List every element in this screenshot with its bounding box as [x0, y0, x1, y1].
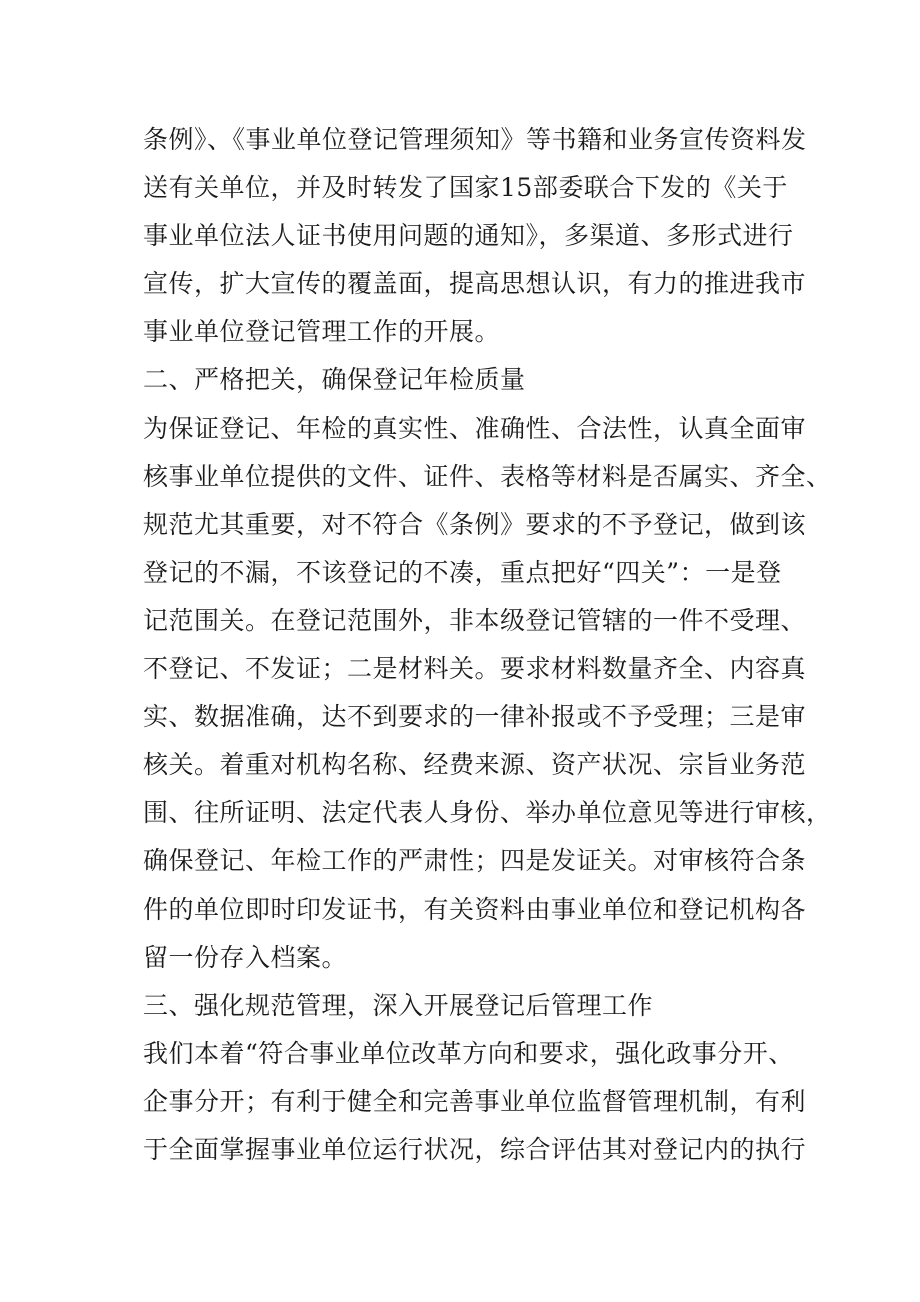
- text-line: 事业单位登记管理工作的开展。: [143, 317, 501, 347]
- document-body: [143, 116, 832, 1174]
- text-line: 核关。着重对机构名称、经费来源、资产状况、宗旨业务范: [143, 750, 807, 780]
- text-line: 宣传，扩大宣传的覆盖面，提高思想认识，有力的推进我市: [143, 269, 807, 299]
- text-line: 为保证登记、年检的真实性、准确性、合法性，认真全面审: [143, 413, 807, 443]
- text-line: 规范尤其重要，对不符合《条例》要求的不予登记，做到该: [143, 509, 807, 539]
- text-line: 送有关单位，并及时转发了国家15部委联合下发的《关于: [143, 173, 788, 203]
- section-heading-2: 二、严格把关，确保登记年检质量: [143, 365, 526, 395]
- text-line: 核事业单位提供的文件、证件、表格等材料是否属实、齐全、: [143, 461, 832, 491]
- text-line: 事业单位法人证书使用问题的通知》，多渠道、多形式进行: [143, 221, 794, 251]
- text-line: 登记的不漏，不该登记的不凑，重点把好“四关”：一是登: [143, 557, 782, 587]
- section-heading-3: 三、强化规范管理，深入开展登记后管理工作: [143, 990, 654, 1020]
- text-line: 实、数据准确，达不到要求的一律补报或不予受理；三是审: [143, 702, 807, 732]
- text-line: 留一份存入档案。: [143, 942, 348, 972]
- text-line: 我们本着“符合事业单位改革方向和要求，强化政事分开、: [143, 1038, 794, 1068]
- text-line: 件的单位即时印发证书，有关资料由事业单位和登记机构各: [143, 894, 807, 924]
- text-line: 条例》、《事业单位登记管理须知》等书籍和业务宣传资料发: [143, 125, 807, 154]
- text-line: 确保登记、年检工作的严肃性；四是发证关。对审核符合条: [143, 846, 807, 876]
- text-line: 不登记、不发证；二是材料关。要求材料数量齐全、内容真: [143, 654, 807, 684]
- text-line: 记范围关。在登记范围外，非本级登记管辖的一件不受理、: [143, 605, 807, 635]
- text-line: 企事分开；有利于健全和完善事业单位监督管理机制，有利: [143, 1086, 807, 1116]
- text-line: 围、往所证明、法定代表人身份、举办单位意见等进行审核，: [143, 798, 832, 828]
- text-line: 于全面掌握事业单位运行状况，综合评估其对登记内的执行: [143, 1134, 807, 1164]
